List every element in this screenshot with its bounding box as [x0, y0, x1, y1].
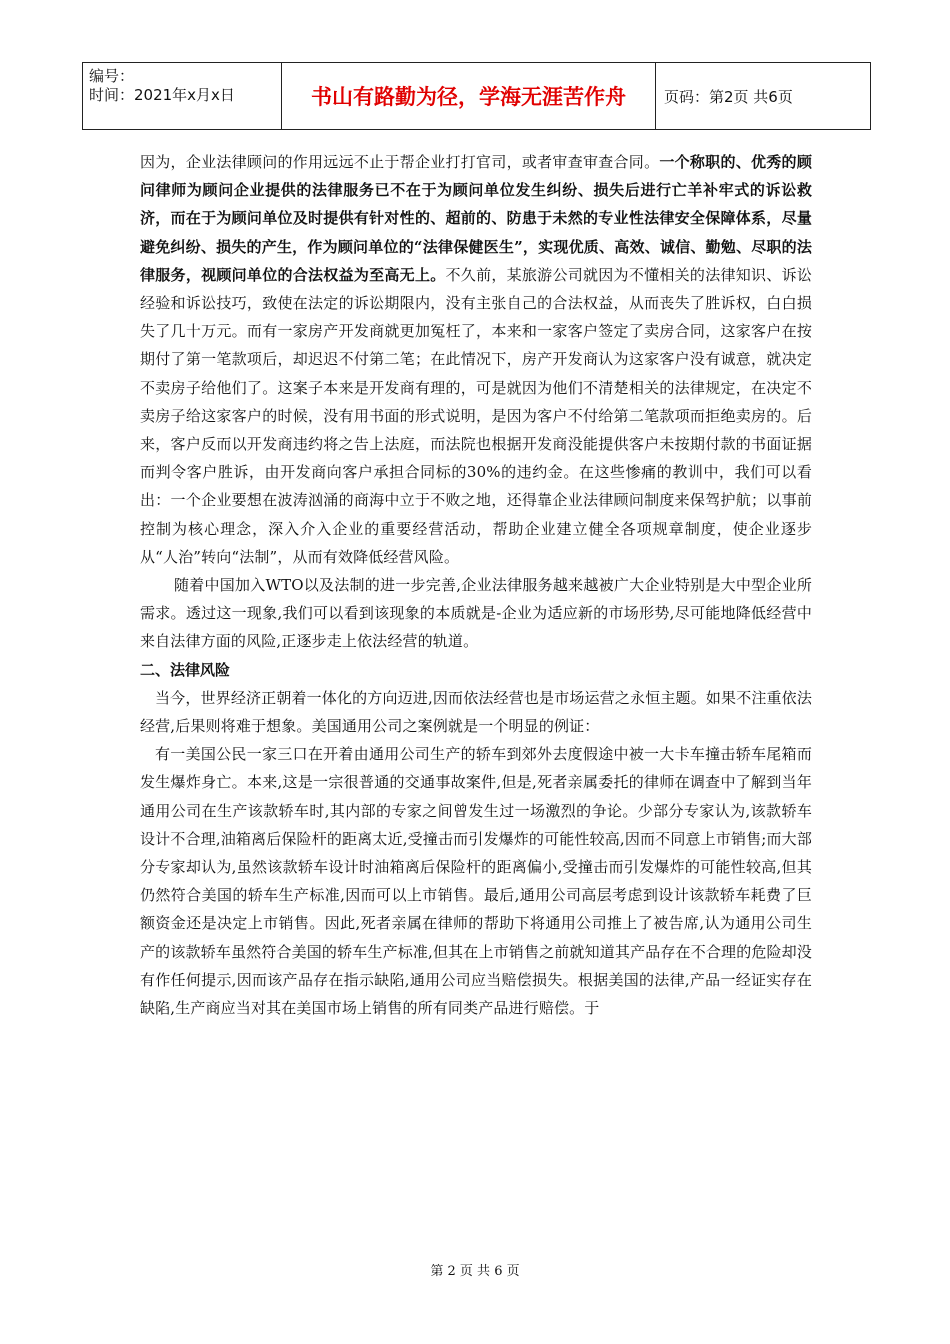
paragraph-text: 因为，企业法律顾问的作用远远不止于帮企业打打官司，或者审查审查合同。 — [140, 153, 660, 171]
document-body — [140, 148, 812, 1022]
header-motto: 书山有路勤为径，学海无涯苦作舟 — [282, 63, 656, 129]
document-number-label: 编号： — [89, 67, 135, 85]
paragraph-emphasis: 一个称职的、优秀的顾问律师为顾问企业提供的法律服务已不在于为顾问单位发生纠纷、损失后进行亡羊补牢式的诉讼救济，而在于为顾问单位及时提供有针对性的、超前的、防患于未然的专业性法律安全保障体系，尽量避免纠纷、损失的产生，作为顾问单位的“法律保健医生”，实现优质、高效、诚信、勤勉、尽职的法律服务，视顾问单位的合法权益为至高无上。 — [140, 153, 812, 284]
header-page-info: 页码：第2页 共6页 — [664, 87, 793, 106]
paragraph-legal-risk: 当今，世界经济正朝着一体化的方向迈进,因而依法经营也是市场运营之永恒主题。如果不注重依法经营,后果则将难于想象。美国通用公司之案例就是一个明显的例证： — [140, 688, 812, 736]
paragraph-text: 不久前，某旅游公司就因为不懂相关的法律知识、诉讼经验和诉讼技巧，致使在法定的诉讼期限内，没有主张自己的合法权益，从而丧失了胜诉权，白白损失了几十万元。而有一家房产开发商就更加冤枉了，本来和一家客户签定了卖房合同，这家客户在按期付了第一笔款项后，却迟迟不付第二笔；在此情况下，房产开发商认为这家客户没有诚意，就决定不卖房子给他们了。这案子本来是开发商有理的，可是就因为他们不清楚相关的法律规定，在决定不卖房子给这家客户的时候，没有用书面的形式说明，是因为客户不付给第二笔款项而拒绝卖房的。后来，客户反而以开发商违约将之告上法庭，而法院也根据开发商没能提供客户未按期付款的书面证据而判令客户胜诉，由开发商向客户承担合同标的30%的违约金。在这些惨痛的教训中，我们可以看出：一个企业要想在波涛汹涌的商海中立于不败之地，还得靠企业法律顾问制度来保驾护航；以事前控制为核心理念，深入介入企业的重要经营活动，帮助企业建立健全各项规章制度，使企业逐步从“人治”转向“法制”，从而有效降低经营风险。 — [140, 265, 812, 566]
page-header — [82, 62, 871, 130]
document-date: 时间：2021年x月x日 — [89, 86, 235, 104]
paragraph-gm-case: 有一美国公民一家三口在开着由通用公司生产的轿车到郊外去度假途中被一大卡车撞击轿车尾箱而发生爆炸身亡。本来,这是一宗很普通的交通事故案件,但是,死者亲属委托的律师在调查中了解到当年通用公司在生产该款轿车时,其内部的专家之间曾发生过一场激烈的争论。少部分专家认为,该款轿车设计不合理,油箱离后保险杆的距离太近,受撞击而引发爆炸的可能性较高,因而不同意上市销售;而大部分专家却认为,虽然该款轿车设计时油箱离后保险杆的距离偏小,受撞击而引发爆炸的可能性较高,但其仍然符合美国的轿车生产标准,因而可以上市销售。最后,通用公司高层考虑到设计该款轿车耗费了巨额资金还是决定上市销售。因此,死者亲属在律师的帮助下将通用公司推上了被告席,认为通用公司生产的该款轿车虽然符合美国的轿车生产标准,但其在上市销售之前就知道其产品存在不合理的危险却没有作任何提示,因而该产品存在指示缺陷,通用公司应当赔偿损失。根据美国的法律,产品一经证实存在缺陷,生产商应当对其在美国市场上销售的所有同类产品进行赔偿。于 — [140, 745, 812, 1018]
page-footer: 第 2 页 共 6 页 — [430, 1264, 520, 1279]
header-meta — [83, 63, 282, 129]
paragraph-wto: 随着中国加入WTO以及法制的进一步完善,企业法律服务越来越被广大企业特别是大中型企业所需求。透过这一现象,我们可以看到该现象的本质就是-企业为适应新的市场形势,尽可能地降低经营中来自法律方面的风险,正逐步走上依法经营的轨道。 — [140, 576, 812, 651]
paragraph-legal-advisor — [140, 148, 812, 571]
section-heading: 二、法律风险 — [140, 660, 231, 679]
